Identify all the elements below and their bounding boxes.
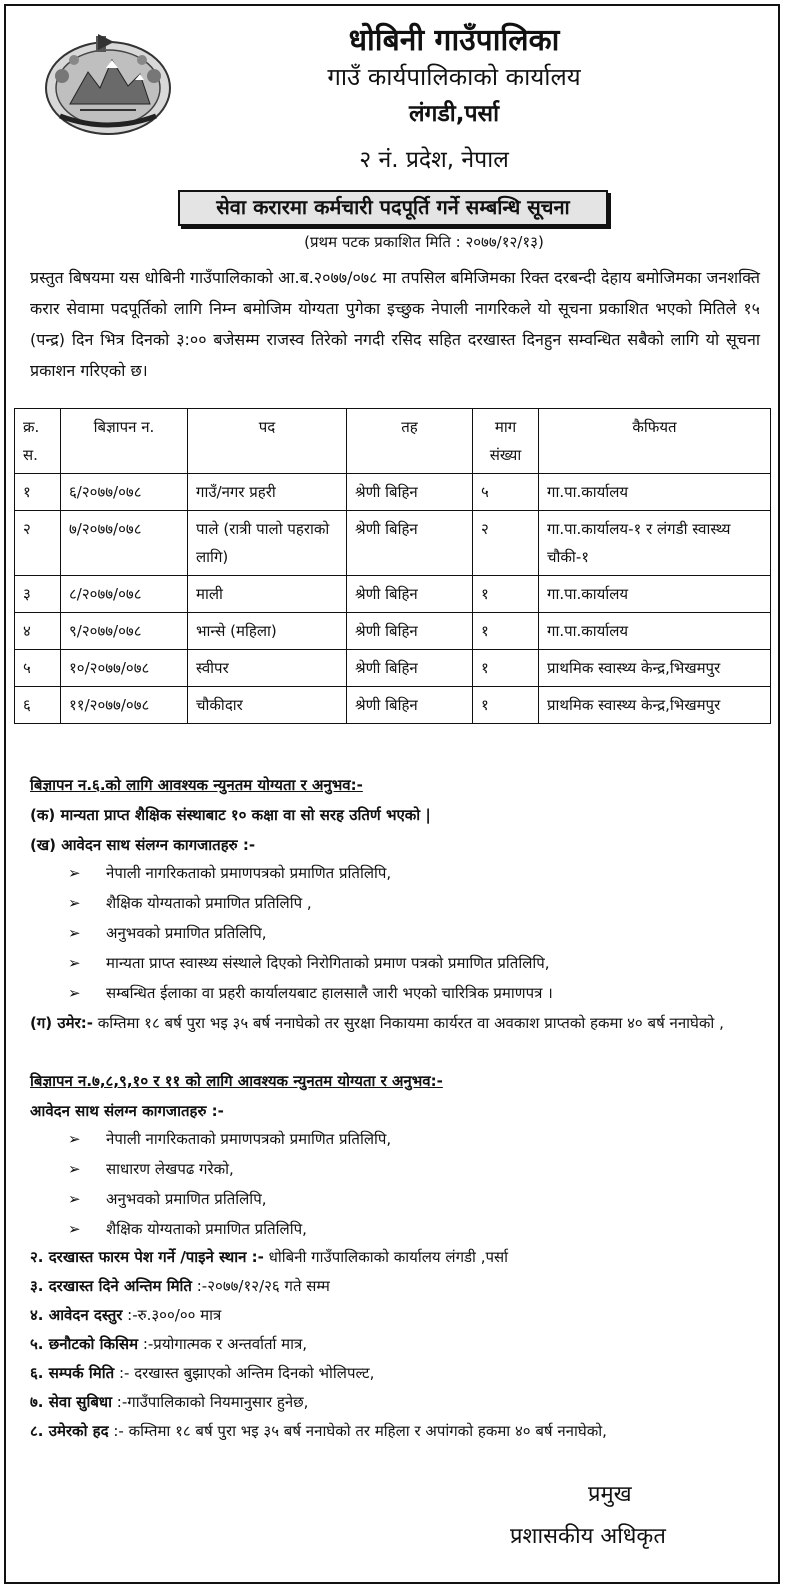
info-item — [30, 1242, 760, 1272]
cell-demand: १ — [473, 650, 539, 687]
signature-designation: प्रशासकीय अधिकृत — [510, 1524, 666, 1549]
cell-adno: ६/२०७७/०७८ — [61, 474, 188, 511]
list-item-text: शैक्षिक योग्यताको प्रमाणित प्रतिलिपि , — [106, 894, 312, 912]
arrow-bullet-icon: ➢ — [68, 1220, 81, 1238]
cell-sn: ४ — [15, 613, 61, 650]
arrow-bullet-icon: ➢ — [68, 864, 81, 882]
cell-sn: ६ — [15, 687, 61, 724]
list-item — [68, 1154, 234, 1184]
info-item-text: :- दरखास्त बुझाएको अन्तिम दिनको भोलिपल्ट, — [114, 1364, 375, 1382]
arrow-bullet-icon: ➢ — [68, 984, 81, 1002]
section1-heading: बिज्ञापन न.६.को लागि आवश्यक न्युनतम योग्यता र अनुभव:- — [30, 776, 363, 794]
cell-demand: १ — [473, 576, 539, 613]
table-row — [15, 474, 771, 511]
info-item-text: :-२०७७/१२/२६ गते सम्म — [191, 1277, 330, 1295]
list-item — [68, 1214, 307, 1244]
cell-remarks: गा.पा.कार्यालय — [539, 613, 771, 650]
info-item-text: :- कम्तिमा १८ बर्ष पुरा भइ ३५ बर्ष ननाघेको तर महिला र अपांगको हकमा ४० बर्ष ननाघेको, — [108, 1422, 607, 1440]
list-item — [68, 858, 391, 888]
info-item — [30, 1387, 760, 1417]
info-item — [30, 1300, 760, 1330]
cell-level: श्रेणी बिहिन — [347, 613, 473, 650]
arrow-bullet-icon: ➢ — [68, 894, 81, 912]
list-item-text: सम्बन्धित ईलाका वा प्रहरी कार्यालयबाट हालसालै जारी भएको चारित्रिक प्रमाणपत्र । — [106, 984, 553, 1002]
cell-post: भान्से (महिला) — [188, 613, 347, 650]
arrow-bullet-icon: ➢ — [68, 924, 81, 942]
municipality-title: धोबिनी गाउँपालिका — [348, 23, 560, 58]
cell-level: श्रेणी बिहिन — [347, 511, 473, 576]
cell-post: स्वीपर — [188, 650, 347, 687]
section2-heading: बिज्ञापन न.७,८,९,१० र ११ को लागि आवश्यक न्युनतम योग्यता र अनुभव:- — [30, 1072, 443, 1090]
info-item — [30, 1271, 760, 1301]
section1-kha: (ख) आवेदन साथ संलग्न कागजातहरु :- — [30, 836, 256, 854]
info-item — [30, 1358, 760, 1388]
col-header-level: तह — [347, 409, 473, 474]
office-location: लंगडी,पर्सा — [408, 101, 500, 127]
cell-demand: १ — [473, 687, 539, 724]
info-item-label: ३. दरखास्त दिने अन्तिम मिति — [30, 1277, 192, 1295]
list-item — [68, 948, 550, 978]
table-row — [15, 687, 771, 724]
list-item-text: मान्यता प्राप्त स्वास्थ्य संस्थाले दिएको निरोगिताको प्रमाण पत्रको प्रमाणित प्रतिलिपि, — [106, 954, 550, 972]
cell-post: चौकीदार — [188, 687, 347, 724]
table-row — [15, 650, 771, 687]
list-item — [68, 888, 312, 918]
cell-adno: १०/२०७७/०७८ — [61, 650, 188, 687]
list-item-text: शैक्षिक योग्यताको प्रमाणित प्रतिलिपि, — [106, 1220, 307, 1238]
col-header-demand: माग संख्या — [473, 409, 539, 474]
office-name: गाउँ कार्यपालिकाको कार्यालय — [327, 63, 581, 91]
info-item-text: धोबिनी गाउँपालिकाको कार्यालय लंगडी ,पर्सा — [263, 1248, 509, 1266]
list-item — [68, 1184, 266, 1214]
cell-sn: ३ — [15, 576, 61, 613]
vacancy-table — [14, 408, 771, 724]
cell-sn: २ — [15, 511, 61, 576]
cell-remarks: प्राथमिक स्वास्थ्य केन्द्र,भिखमपुर — [539, 687, 771, 724]
publish-date: (प्रथम पटक प्रकाशित मिति : २०७७/१२/१३) — [304, 233, 544, 251]
province-name: २ नं. प्रदेश, नेपाल — [359, 147, 509, 173]
arrow-bullet-icon: ➢ — [68, 1160, 81, 1178]
col-header-remarks: कैफियत — [539, 409, 771, 474]
cell-level: श्रेणी बिहिन — [347, 650, 473, 687]
intro-paragraph: प्रस्तुत बिषयमा यस धोबिनी गाउँपालिकाको आ.ब.२०७७/०७८ मा तपसिल बमिजिमका रिक्त दरबन्दी देहाय बमोजिमका जनशक्ति करार सेवामा पदपूर्तिको लागि निम्न बमोजिम योग्यता पुगेका इच्छुक नेपाली नागरिकले यो सूचना प्रकाशित भएको मितिले १५ (पन्द्र) दिन भित्र दिनको ३:०० बजेसम्म राजस्व तिरेको नगदी रसिद सहित दरखास्त दिनहुन सम्वन्धित सबैको लागि यो सूचना प्रकाशन गरिएको छ। — [30, 268, 760, 380]
cell-level: श्रेणी बिहिन — [347, 687, 473, 724]
info-item-text: :-प्रयोगात्मक र अन्तर्वार्ता मात्र, — [138, 1335, 308, 1353]
cell-level: श्रेणी बिहिन — [347, 474, 473, 511]
info-item-label: २. दरखास्त फारम पेश गर्ने /पाइने स्थान :- — [30, 1248, 264, 1266]
cell-remarks: प्राथमिक स्वास्थ्य केन्द्र,भिखमपुर — [539, 650, 771, 687]
list-item-text: साधारण लेखपढ गरेको, — [106, 1160, 234, 1178]
table-row — [15, 576, 771, 613]
table-row — [15, 511, 771, 576]
info-item-label: ७. सेवा सुबिधा — [30, 1393, 113, 1411]
list-item — [68, 918, 266, 948]
section1-ga-text: कम्तिमा १८ बर्ष पुरा भइ ३५ बर्ष ननाघेको तर सुरक्षा निकायमा कार्यरत वा अवकाश प्राप्तको हकमा ४० बर्ष ननाघेको , — [92, 1014, 724, 1032]
info-item-label: ५. छनौटको किसिम — [30, 1335, 139, 1353]
list-item-text: नेपाली नागरिकताको प्रमाणपत्रको प्रमाणित प्रतिलिपि, — [106, 864, 392, 882]
cell-adno: ११/२०७७/०७८ — [61, 687, 188, 724]
list-item-text: नेपाली नागरिकताको प्रमाणपत्रको प्रमाणित प्रतिलिपि, — [106, 1130, 392, 1148]
section1-ga — [30, 1008, 760, 1038]
cell-level: श्रेणी बिहिन — [347, 576, 473, 613]
info-item-label: ६. सम्पर्क मिति — [30, 1364, 115, 1382]
cell-adno: ८/२०७७/०७८ — [61, 576, 188, 613]
signature-title: प्रमुख — [588, 1482, 632, 1507]
arrow-bullet-icon: ➢ — [68, 954, 81, 972]
info-item — [30, 1329, 760, 1359]
cell-demand: १ — [473, 613, 539, 650]
col-header-post: पद — [188, 409, 347, 474]
info-item — [30, 1416, 760, 1446]
cell-remarks: गा.पा.कार्यालय-१ र लंगडी स्वास्थ्य चौकी-१ — [539, 511, 771, 576]
cell-remarks: गा.पा.कार्यालय — [539, 474, 771, 511]
info-item-text: :-गाउँपालिकाको नियमानुसार हुनेछ, — [112, 1393, 309, 1411]
col-header-sn: क्र. स. — [15, 409, 61, 474]
list-item-text: अनुभवको प्रमाणित प्रतिलिपि, — [106, 1190, 267, 1208]
list-item — [68, 978, 553, 1008]
arrow-bullet-icon: ➢ — [68, 1190, 81, 1208]
cell-demand: ५ — [473, 474, 539, 511]
info-item-text: :-रु.३००/०० मात्र — [122, 1306, 222, 1324]
cell-adno: ९/२०७७/०७८ — [61, 613, 188, 650]
info-item-label: ८. उमेरको हद — [30, 1422, 109, 1440]
cell-demand: २ — [473, 511, 539, 576]
table-header-row — [15, 409, 771, 474]
cell-remarks: गा.पा.कार्यालय — [539, 576, 771, 613]
cell-sn: ५ — [15, 650, 61, 687]
arrow-bullet-icon: ➢ — [68, 1130, 81, 1148]
section1-ka: (क) मान्यता प्राप्त शैक्षिक संस्थाबाट १० कक्षा वा सो सरह उतिर्ण भएको | — [30, 806, 431, 824]
cell-adno: ७/२०७७/०७८ — [61, 511, 188, 576]
list-item-text: अनुभवको प्रमाणित प्रतिलिपि, — [106, 924, 267, 942]
cell-sn: १ — [15, 474, 61, 511]
info-item-label: ४. आवेदन दस्तुर — [30, 1306, 123, 1324]
cell-post: गाउँ/नगर प्रहरी — [188, 474, 347, 511]
cell-post: पाले (रात्री पालो पहराको लागि) — [188, 511, 347, 576]
table-row — [15, 613, 771, 650]
section1-ga-label: (ग) उमेर:- — [30, 1014, 93, 1032]
col-header-adno: बिज्ञापन न. — [61, 409, 188, 474]
notice-subject: सेवा करारमा कर्मचारी पदपूर्ति गर्ने सम्बन्धि सूचना — [178, 190, 608, 226]
section2-sub: आवेदन साथ संलग्न कागजातहरु :- — [30, 1102, 224, 1120]
cell-post: माली — [188, 576, 347, 613]
list-item — [68, 1124, 391, 1154]
